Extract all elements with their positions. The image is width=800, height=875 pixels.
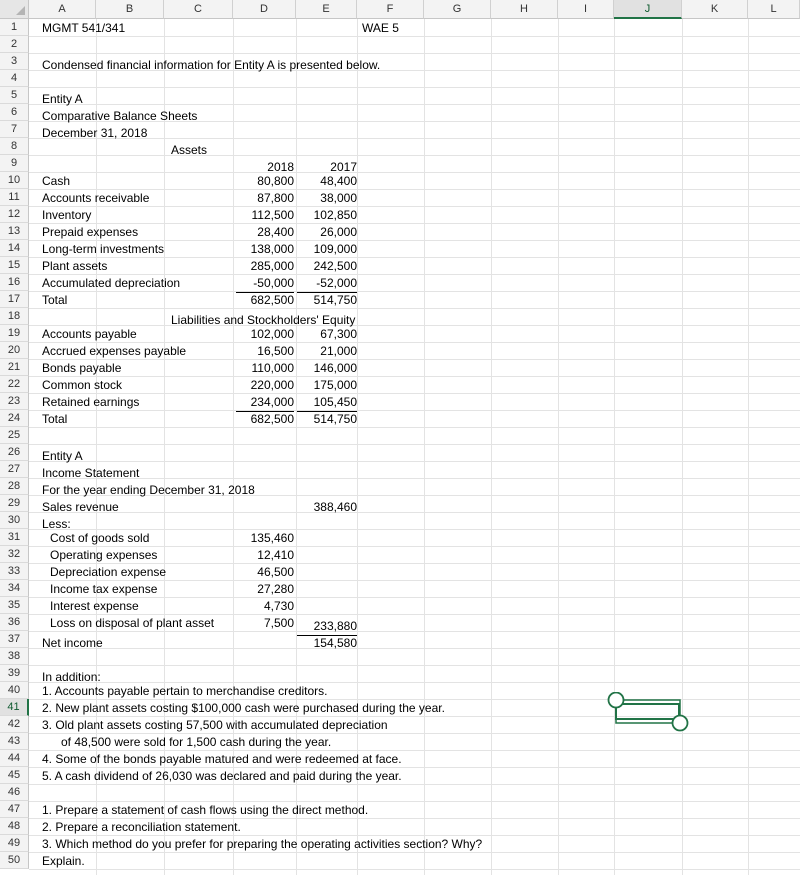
cell-A33[interactable]: Depreciation expense [50, 565, 167, 579]
connector-start-handle[interactable] [609, 693, 624, 708]
cell-E24[interactable]: 514,750 [313, 412, 357, 426]
cell-A24[interactable]: Total [42, 412, 68, 426]
row-header-50[interactable]: 50 [0, 852, 29, 869]
gridline-h [29, 665, 800, 666]
cell-A37[interactable]: Net income [42, 636, 103, 650]
cell-E29[interactable]: 388,460 [313, 500, 357, 514]
cell-A48[interactable]: 2. Prepare a reconciliation statement. [42, 820, 241, 834]
cell-E21[interactable]: 146,000 [313, 361, 357, 375]
cell-A26[interactable]: Entity A [42, 449, 83, 463]
cell-E9[interactable]: 2017 [330, 160, 357, 174]
row-header-38[interactable]: 38 [0, 648, 29, 665]
gridline-h [29, 648, 800, 649]
cell-E16[interactable]: -52,000 [297, 275, 357, 293]
cell-A35[interactable]: Interest expense [50, 599, 139, 613]
gridline-v [614, 19, 615, 875]
gridline-v [558, 19, 559, 875]
gridline-h [29, 53, 800, 54]
column-header-C[interactable]: C [164, 0, 233, 19]
cell-A30[interactable]: Less: [42, 517, 71, 531]
row-header-7[interactable]: 7 [0, 121, 29, 138]
cell-A14[interactable]: Long-term investments [42, 242, 165, 256]
gridline-h [29, 223, 800, 224]
connector-shape[interactable] [605, 692, 695, 732]
cell-A45[interactable]: 5. A cash dividend of 26,030 was declared and paid during the year. [42, 769, 402, 783]
cell-E11[interactable]: 38,000 [320, 191, 357, 205]
cell-E20[interactable]: 21,000 [320, 344, 357, 358]
cell-A6[interactable]: Comparative Balance Sheets [42, 109, 198, 123]
row-header-45[interactable]: 45 [0, 767, 29, 784]
row-header-36[interactable]: 36 [0, 614, 29, 631]
cell-A40[interactable]: 1. Accounts payable pertain to merchandise creditors. [42, 684, 328, 698]
column-header-F[interactable]: F [357, 0, 424, 19]
gridline-h [29, 325, 800, 326]
gridline-h [29, 512, 800, 513]
cell-D10[interactable]: 80,800 [257, 174, 294, 188]
cell-D32[interactable]: 12,410 [257, 548, 294, 562]
cell-D24[interactable]: 682,500 [250, 412, 294, 426]
gridline-v [424, 19, 425, 875]
cell-A23[interactable]: Retained earnings [42, 395, 140, 409]
column-header-K[interactable]: K [682, 0, 748, 19]
row-header-19[interactable]: 19 [0, 325, 29, 342]
cell-D20[interactable]: 16,500 [257, 344, 294, 358]
cell-A42[interactable]: 3. Old plant assets costing 57,500 with accumulated depreciation [42, 718, 388, 732]
row-header-20[interactable]: 20 [0, 342, 29, 359]
gridline-h [29, 393, 800, 394]
cell-E17[interactable]: 514,750 [313, 293, 357, 307]
cell-C18[interactable]: Liabilities and Stockholders' Equity [171, 313, 356, 327]
connector-top-line [624, 700, 680, 723]
row-header-4[interactable]: 4 [0, 70, 29, 87]
cell-A50[interactable]: Explain. [42, 854, 85, 868]
cell-A20[interactable]: Accrued expenses payable [42, 344, 187, 358]
gridline-h [29, 869, 800, 870]
cell-D14[interactable]: 138,000 [250, 242, 294, 256]
column-header-D[interactable]: D [233, 0, 296, 19]
cell-A31[interactable]: Cost of goods sold [50, 531, 150, 545]
row-header-14[interactable]: 14 [0, 240, 29, 257]
row-header-48[interactable]: 48 [0, 818, 29, 835]
cell-D12[interactable]: 112,500 [251, 208, 294, 222]
row-header-13[interactable]: 13 [0, 223, 29, 240]
gridline-h [29, 36, 800, 37]
cell-A7[interactable]: December 31, 2018 [42, 126, 148, 140]
column-header-E[interactable]: E [296, 0, 357, 19]
row-header-29[interactable]: 29 [0, 495, 29, 512]
row-header-24[interactable]: 24 [0, 410, 29, 427]
row-header-22[interactable]: 22 [0, 376, 29, 393]
gridline-v [491, 19, 492, 875]
gridline-h [29, 427, 800, 428]
cell-A12[interactable]: Inventory [42, 208, 92, 222]
select-all-corner[interactable] [0, 0, 29, 19]
cell-D22[interactable]: 220,000 [250, 378, 294, 392]
row-header-15[interactable]: 15 [0, 257, 29, 274]
row-header-33[interactable]: 33 [0, 563, 29, 580]
cell-A41[interactable]: 2. New plant assets costing $100,000 cash were purchased during the year. [42, 701, 445, 715]
connector-end-handle[interactable] [673, 716, 688, 731]
row-header-46[interactable]: 46 [0, 784, 29, 801]
cell-E19[interactable]: 67,300 [320, 327, 357, 341]
row-header-49[interactable]: 49 [0, 835, 29, 852]
cell-E13[interactable]: 26,000 [320, 225, 357, 239]
cell-A27[interactable]: Income Statement [42, 466, 140, 480]
cell-D15[interactable]: 285,000 [250, 259, 294, 273]
cell-A10[interactable]: Cash [42, 174, 71, 188]
cell-E15[interactable]: 242,500 [313, 259, 357, 273]
cell-D17[interactable]: 682,500 [250, 293, 294, 307]
cell-D36[interactable]: 7,500 [263, 616, 294, 630]
cell-A28[interactable]: For the year ending December 31, 2018 [42, 483, 255, 497]
cell-A19[interactable]: Accounts payable [42, 327, 137, 341]
row-header-35[interactable]: 35 [0, 597, 29, 614]
gridline-h [29, 444, 800, 445]
gridline-h [29, 308, 800, 309]
column-header-I[interactable]: I [558, 0, 614, 19]
row-header-39[interactable]: 39 [0, 665, 29, 682]
cell-E10[interactable]: 48,400 [320, 174, 357, 188]
row-header-37[interactable]: 37 [0, 631, 29, 648]
cell-A47[interactable]: 1. Prepare a statement of cash flows using the direct method. [42, 803, 369, 817]
cell-A22[interactable]: Common stock [42, 378, 123, 392]
row-header-31[interactable]: 31 [0, 529, 29, 546]
row-header-41[interactable]: 41 [0, 699, 29, 716]
cell-C8[interactable]: Assets [171, 143, 208, 157]
row-header-9[interactable]: 9 [0, 155, 29, 172]
cell-A29[interactable]: Sales revenue [42, 500, 119, 514]
column-header-J[interactable]: J [614, 0, 682, 19]
column-header-H[interactable]: H [491, 0, 558, 19]
row-header-23[interactable]: 23 [0, 393, 29, 410]
gridline-h [29, 172, 800, 173]
cell-D31[interactable]: 135,460 [250, 531, 294, 545]
cell-A16[interactable]: Accumulated depreciation [42, 276, 181, 290]
cell-D13[interactable]: 28,400 [257, 225, 294, 239]
cell-A1[interactable]: MGMT 541/341 [42, 21, 126, 35]
row-header-21[interactable]: 21 [0, 359, 29, 376]
row-header-40[interactable]: 40 [0, 682, 29, 699]
row-header-6[interactable]: 6 [0, 104, 29, 121]
gridline-h [29, 155, 800, 156]
row-header-25[interactable]: 25 [0, 427, 29, 444]
column-header-L[interactable]: L [748, 0, 800, 19]
row-header-47[interactable]: 47 [0, 801, 29, 818]
row-header-17[interactable]: 17 [0, 291, 29, 308]
cell-D21[interactable]: 110,000 [251, 361, 294, 375]
cell-E37[interactable]: 154,580 [313, 636, 357, 650]
cell-A49[interactable]: 3. Which method do you prefer for preparing the operating activities section? Why? [42, 837, 483, 851]
row-header-1[interactable]: 1 [0, 19, 29, 36]
row-header-3[interactable]: 3 [0, 53, 29, 70]
gridline-v [748, 19, 749, 875]
column-header-G[interactable]: G [424, 0, 491, 19]
row-header-34[interactable]: 34 [0, 580, 29, 597]
cell-A36[interactable]: Loss on disposal of plant asset [50, 616, 215, 630]
row-header-27[interactable]: 27 [0, 461, 29, 478]
cell-D33[interactable]: 46,500 [257, 565, 294, 579]
row-header-12[interactable]: 12 [0, 206, 29, 223]
row-header-5[interactable]: 5 [0, 87, 29, 104]
select-all-triangle-icon [16, 6, 25, 15]
cell-F1[interactable]: WAE 5 [362, 21, 399, 35]
row-header-42[interactable]: 42 [0, 716, 29, 733]
row-header-8[interactable]: 8 [0, 138, 29, 155]
cell-E12[interactable]: 102,850 [313, 208, 357, 222]
cell-D23[interactable]: 234,000 [236, 394, 294, 412]
cell-A3[interactable]: Condensed financial information for Entity A is presented below. [42, 58, 381, 72]
row-header-44[interactable]: 44 [0, 750, 29, 767]
cell-A11[interactable]: Accounts receivable [42, 191, 150, 205]
cell-D34[interactable]: 27,280 [257, 582, 294, 596]
column-header-B[interactable]: B [96, 0, 164, 19]
cell-E22[interactable]: 175,000 [313, 378, 357, 392]
row-header-32[interactable]: 32 [0, 546, 29, 563]
cell-A13[interactable]: Prepaid expenses [42, 225, 139, 239]
row-header-30[interactable]: 30 [0, 512, 29, 529]
column-header-A[interactable]: A [29, 0, 96, 19]
cell-A44[interactable]: 4. Some of the bonds payable matured and were redeemed at face. [42, 752, 402, 766]
gridline-h [29, 461, 800, 462]
row-header-11[interactable]: 11 [0, 189, 29, 206]
cell-A43[interactable]: of 48,500 were sold for 1,500 cash during the year. [61, 735, 332, 749]
cell-A17[interactable]: Total [42, 293, 68, 307]
gridline-v [357, 19, 358, 875]
row-header-10[interactable]: 10 [0, 172, 29, 189]
connector-bottom-line [616, 700, 680, 723]
cell-E36[interactable]: 233,880 [297, 618, 357, 636]
row-header-16[interactable]: 16 [0, 274, 29, 291]
cell-A34[interactable]: Income tax expense [50, 582, 158, 596]
row-header-2[interactable]: 2 [0, 36, 29, 53]
gridline-h [29, 376, 800, 377]
cell-A5[interactable]: Entity A [42, 92, 83, 106]
row-header-26[interactable]: 26 [0, 444, 29, 461]
cell-D16[interactable]: -50,000 [236, 275, 294, 293]
row-header-18[interactable]: 18 [0, 308, 29, 325]
gridline-h [29, 478, 800, 479]
gridline-h [29, 410, 800, 411]
gridline-h [29, 104, 800, 105]
cell-E14[interactable]: 109,000 [313, 242, 357, 256]
cell-A15[interactable]: Plant assets [42, 259, 108, 273]
row-header-43[interactable]: 43 [0, 733, 29, 750]
cell-A21[interactable]: Bonds payable [42, 361, 122, 375]
cell-A32[interactable]: Operating expenses [50, 548, 158, 562]
cell-A39[interactable]: In addition: [42, 670, 101, 684]
cell-D35[interactable]: 4,730 [263, 599, 294, 613]
gridline-h [29, 87, 800, 88]
row-header-28[interactable]: 28 [0, 478, 29, 495]
cell-D19[interactable]: 102,000 [250, 327, 294, 341]
cell-E23[interactable]: 105,450 [297, 394, 357, 412]
cell-D11[interactable]: 87,800 [257, 191, 294, 205]
cell-D9[interactable]: 2018 [267, 160, 294, 174]
gridline-v [682, 19, 683, 875]
